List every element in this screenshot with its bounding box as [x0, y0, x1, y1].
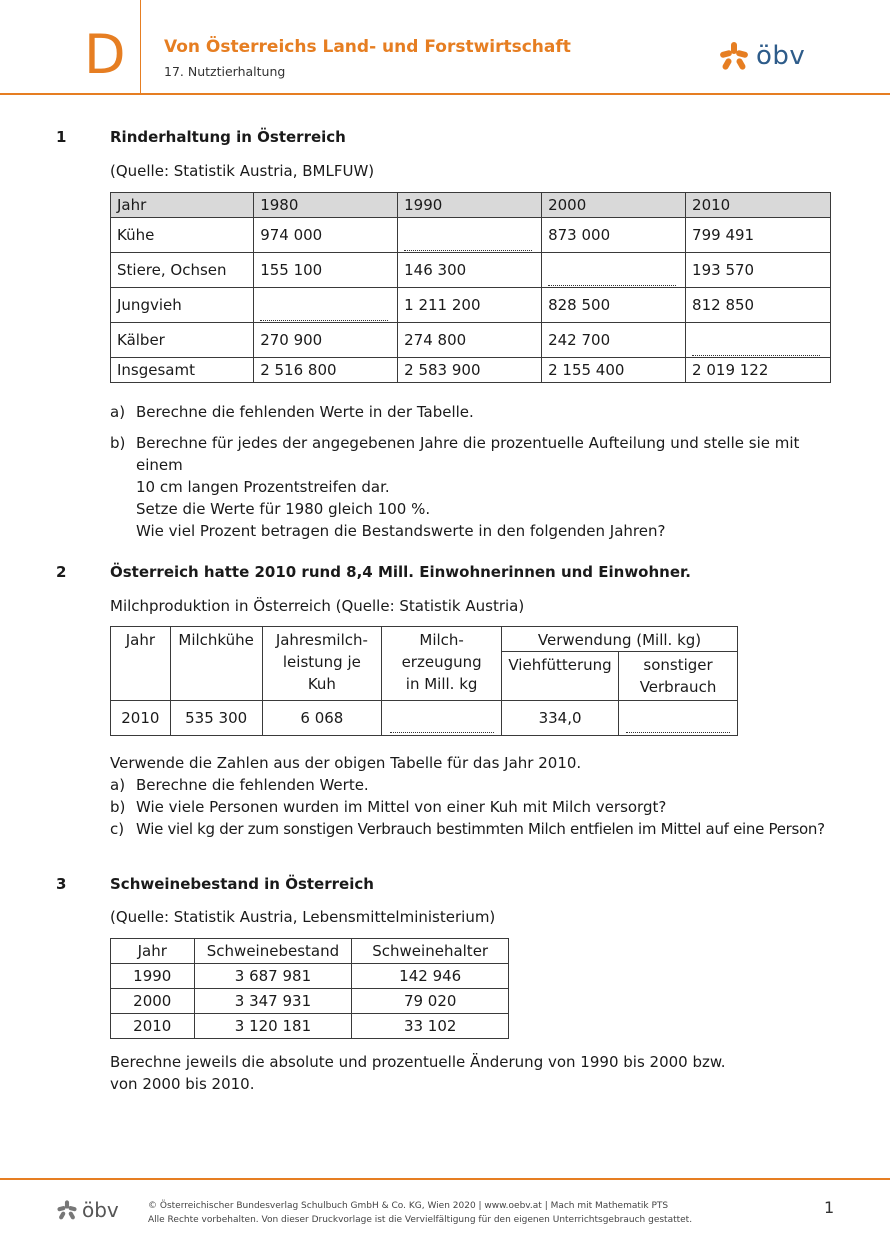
header-cell: 2010 — [686, 193, 831, 218]
task-3-text-line-1: Berechne jeweils die absolute und prozentuelle Änderung von 1990 bis 2000 bzw. — [110, 1053, 726, 1071]
logo-text: öbv — [756, 41, 806, 71]
item-text: Wie viele Personen wurden im Mittel von einer Kuh mit Milch versorgt? — [136, 798, 667, 816]
table-cell: 535 300 — [170, 701, 262, 736]
table-cell: 812 850 — [686, 288, 831, 323]
table-cell: 1 211 200 — [398, 288, 542, 323]
blank-cell — [542, 253, 686, 288]
table-cell: 828 500 — [542, 288, 686, 323]
star-icon — [56, 1199, 78, 1221]
item-text: Berechne die fehlenden Werte in der Tabelle. — [136, 403, 474, 421]
intro-2: Verwende die Zahlen aus der obigen Tabelle für das Jahr 2010. — [110, 754, 582, 772]
table-cell: 799 491 — [686, 218, 831, 253]
row-label: Kälber — [111, 323, 254, 358]
item-text: Berechne für jedes der angegebenen Jahre die prozentuelle Aufteilung und stelle sie mit einem — [136, 434, 800, 474]
task-title-3: Schweinebestand in Österreich — [110, 875, 374, 893]
table-cell: 3 687 981 — [194, 964, 352, 989]
fill-in-line — [548, 255, 676, 286]
table-cell: 974 000 — [254, 218, 398, 253]
item-marker: b) — [110, 798, 126, 816]
table-row — [111, 701, 738, 736]
copyright-line: © Österreichischer Bundesverlag Schulbuch GmbH & Co. KG, Wien 2020 | www.oebv.at | Mach mit Mathematik PTS — [148, 1201, 669, 1211]
table-cell: 2 155 400 — [542, 358, 686, 383]
table-cell: 193 570 — [686, 253, 831, 288]
header-cell: Schweinebestand — [194, 939, 352, 964]
task-2b — [110, 796, 870, 818]
header-divider — [140, 0, 141, 93]
item-marker: a) — [110, 403, 126, 421]
footer-logo-text: öbv — [82, 1198, 119, 1222]
page-title: Von Österreichs Land- und Forstwirtschaft — [164, 37, 571, 57]
header-cell: 1980 — [254, 193, 398, 218]
fill-in-line — [390, 704, 494, 733]
item-text: Wie viel kg der zum sonstigen Verbrauch bestimmten Milch entfielen im Mittel auf eine Person? — [136, 820, 825, 838]
fill-in-line — [404, 220, 532, 251]
header-cell: Jahr — [111, 627, 171, 701]
header-cell: Verwendung (Mill. kg) — [502, 627, 738, 652]
table-row — [111, 989, 509, 1014]
table-cell: 2010 — [111, 1014, 195, 1039]
task-2a — [110, 774, 870, 796]
task-number-1: 1 — [56, 128, 67, 146]
task-title-2: Österreich hatte 2010 rund 8,4 Mill. Einwohnerinnen und Einwohner. — [110, 563, 691, 581]
header-cell: Milch- erzeugung in Mill. kg — [382, 627, 502, 701]
header-cell: Jahr — [111, 939, 195, 964]
pig-table — [110, 938, 509, 1039]
cattle-table — [110, 192, 831, 383]
row-label: Stiere, Ochsen — [111, 253, 254, 288]
table-cell: 274 800 — [398, 323, 542, 358]
table-cell: 2 019 122 — [686, 358, 831, 383]
footer-logo — [56, 1198, 119, 1222]
header-cell: Jahresmilch- leistung je Kuh — [262, 627, 382, 701]
header-cell: 2000 — [542, 193, 686, 218]
table-cell: 334,0 — [502, 701, 619, 736]
header-cell: Milchkühe — [170, 627, 262, 701]
oebv-logo — [718, 40, 805, 72]
footer-rule — [0, 1178, 890, 1180]
copyright — [148, 1199, 692, 1227]
table-cell: 33 102 — [352, 1014, 509, 1039]
table-row — [111, 288, 831, 323]
item-text: 10 cm langen Prozentstreifen dar. — [136, 478, 390, 496]
table-row — [111, 218, 831, 253]
item-marker: c) — [110, 820, 125, 838]
table-header-row — [111, 627, 738, 652]
table-cell: 2 583 900 — [398, 358, 542, 383]
fill-in-line — [260, 290, 388, 321]
item-marker: b) — [110, 434, 126, 452]
source-3: (Quelle: Statistik Austria, Lebensmittelministerium) — [110, 908, 496, 926]
task-1a — [110, 401, 850, 423]
table-row — [111, 323, 831, 358]
copyright-line: Alle Rechte vorbehalten. Von dieser Druckvorlage ist die Vervielfältigung für den eigenen Unterrichtsgebrauch gestattet. — [148, 1215, 693, 1225]
table-cell: 146 300 — [398, 253, 542, 288]
header-cell: sonstiger Verbrauch — [619, 652, 738, 701]
source-1: (Quelle: Statistik Austria, BMLFUW) — [110, 162, 375, 180]
task-number-2: 2 — [56, 563, 67, 581]
row-label: Kühe — [111, 218, 254, 253]
table-cell: 142 946 — [352, 964, 509, 989]
blank-cell — [686, 323, 831, 358]
row-label: Insgesamt — [111, 358, 254, 383]
table-header-row — [111, 939, 509, 964]
table-row — [111, 253, 831, 288]
table-cell: 3 120 181 — [194, 1014, 352, 1039]
task-2c — [110, 818, 880, 840]
table-cell: 2010 — [111, 701, 171, 736]
fill-in-line — [692, 325, 820, 356]
item-text: Setze die Werte für 1980 gleich 100 %. — [136, 500, 431, 518]
caption-2: Milchproduktion in Österreich (Quelle: Statistik Austria) — [110, 597, 525, 615]
blank-cell — [382, 701, 502, 736]
blank-cell — [254, 288, 398, 323]
task-3-text-line-2: von 2000 bis 2010. — [110, 1075, 255, 1093]
table-cell: 1990 — [111, 964, 195, 989]
table-header-row — [111, 193, 831, 218]
fill-in-line — [626, 704, 730, 733]
star-icon — [718, 40, 750, 72]
table-cell: 2000 — [111, 989, 195, 1014]
table-row-total — [111, 358, 831, 383]
table-cell: 873 000 — [542, 218, 686, 253]
table-cell: 3 347 931 — [194, 989, 352, 1014]
item-text: Berechne die fehlenden Werte. — [136, 776, 369, 794]
table-cell: 79 020 — [352, 989, 509, 1014]
table-row — [111, 964, 509, 989]
item-text: Wie viel Prozent betragen die Bestandswerte in den folgenden Jahren? — [136, 522, 666, 540]
table-cell: 6 068 — [262, 701, 382, 736]
chapter-letter: D — [84, 23, 126, 86]
blank-cell — [619, 701, 738, 736]
table-cell: 242 700 — [542, 323, 686, 358]
item-marker: a) — [110, 776, 126, 794]
header-cell: Viehfütterung — [502, 652, 619, 701]
header-cell: Jahr — [111, 193, 254, 218]
page-subtitle: 17. Nutztierhaltung — [164, 64, 286, 79]
task-number-3: 3 — [56, 875, 67, 893]
header-cell: 1990 — [398, 193, 542, 218]
table-cell: 270 900 — [254, 323, 398, 358]
header-rule — [0, 93, 890, 95]
table-cell: 155 100 — [254, 253, 398, 288]
table-cell: 2 516 800 — [254, 358, 398, 383]
task-1b — [110, 432, 850, 542]
header-cell: Schweinehalter — [352, 939, 509, 964]
row-label: Jungvieh — [111, 288, 254, 323]
page-number: 1 — [824, 1198, 835, 1217]
task-title-1: Rinderhaltung in Österreich — [110, 128, 346, 146]
milk-table — [110, 626, 738, 736]
blank-cell — [398, 218, 542, 253]
table-row — [111, 1014, 509, 1039]
